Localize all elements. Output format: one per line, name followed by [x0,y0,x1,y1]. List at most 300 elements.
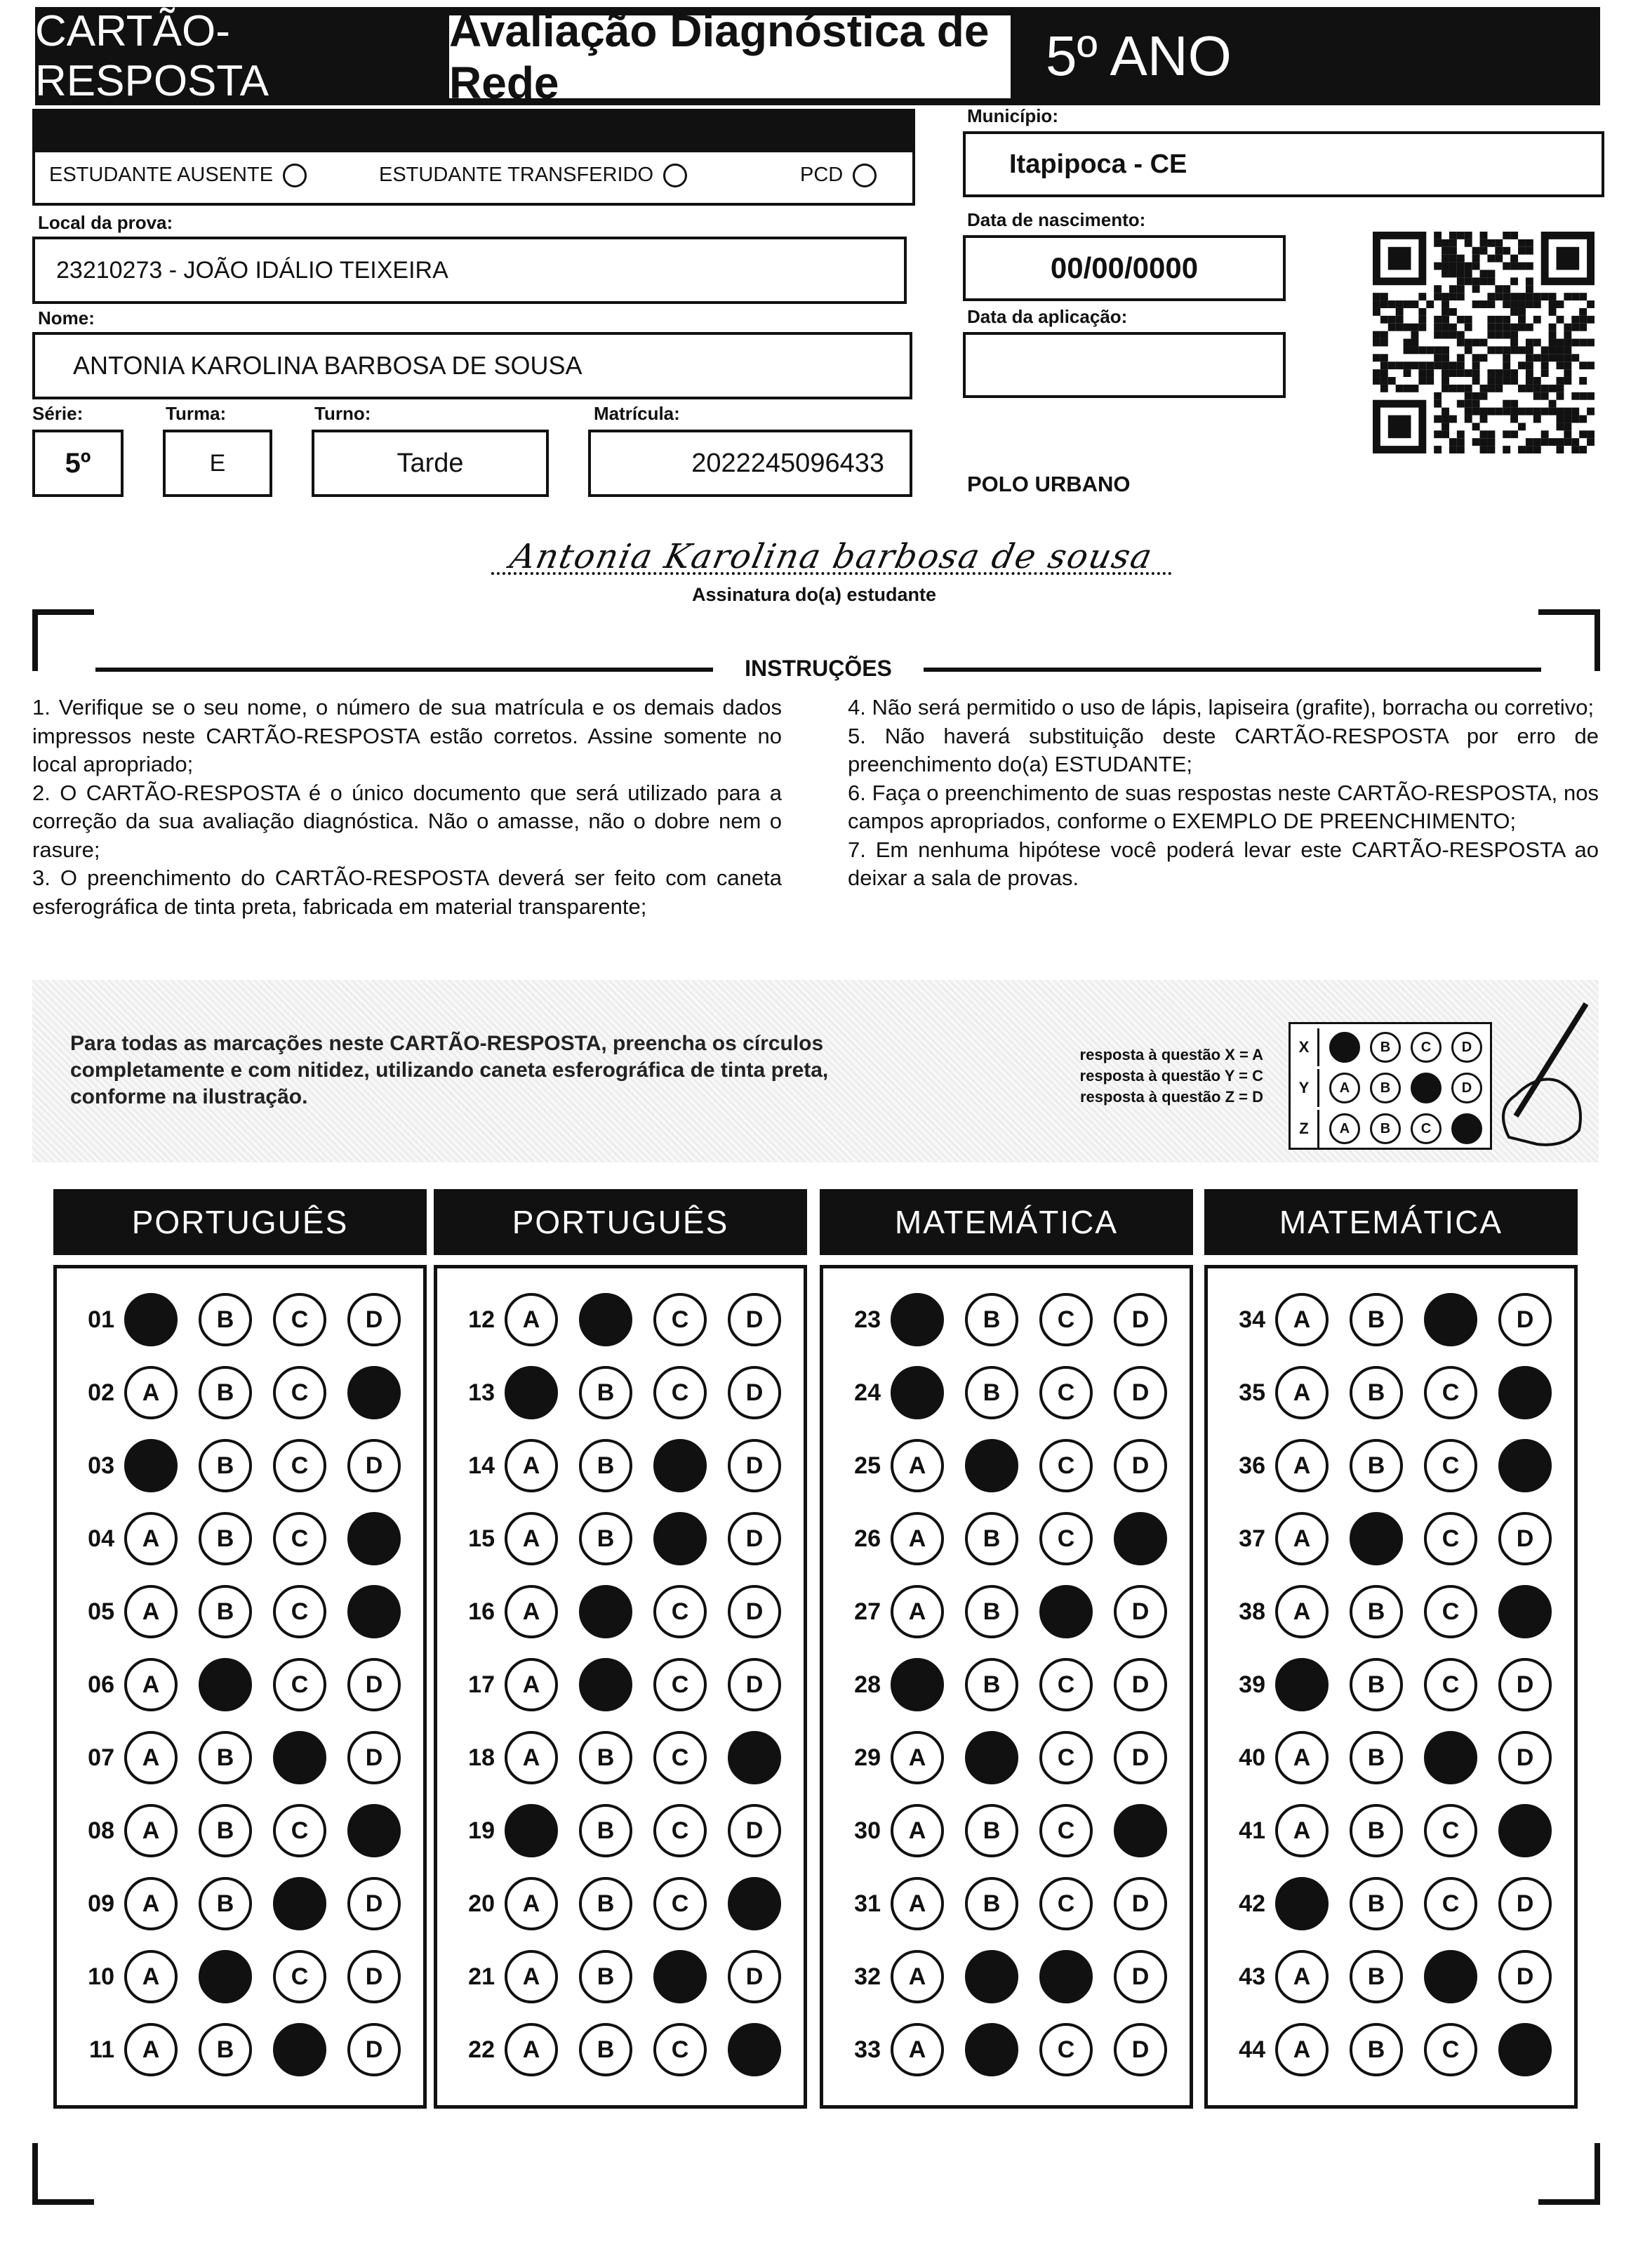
answer-bubble-c[interactable] [1039,1585,1093,1638]
matricula-value: 2022245096433 [691,448,884,478]
answer-bubble-a[interactable]: A [1275,1439,1329,1492]
signature-label: Assinatura do(a) estudante [691,584,937,605]
answer-bubble-b[interactable]: B [199,1512,252,1565]
legend-x: resposta à questão X = A [1079,1046,1263,1063]
answer-bubble-b[interactable] [965,1950,1018,2003]
answer-bubble-c[interactable] [273,1877,326,1930]
answer-bubble-a[interactable] [505,1366,558,1419]
question-number: 42 [1239,1890,1265,1917]
answer-bubble-c[interactable]: C [273,1804,326,1857]
example-bubble: C [1411,1032,1442,1063]
answer-bubble-b[interactable]: B [1350,1950,1403,2003]
answer-bubble-d[interactable]: D [1114,1439,1167,1492]
answer-bubble-c[interactable]: C [1039,1439,1093,1492]
answer-bubble-a[interactable]: A [505,1512,558,1565]
answer-bubble-c[interactable] [1424,1731,1477,1784]
answer-bubble-c[interactable]: C [653,1658,707,1711]
answer-bubble-b[interactable] [579,1658,632,1711]
example-legend [1032,1045,1263,1108]
corner-mark-tl [32,609,94,615]
answer-bubble-d[interactable] [347,1804,401,1857]
answer-bubble-c[interactable]: C [273,1293,326,1346]
question-number: 08 [88,1817,114,1844]
transferred-label: ESTUDANTE TRANSFERIDO [379,164,654,186]
example-row [1291,1069,1490,1107]
question-number: 09 [88,1890,114,1917]
answer-bubble-d[interactable]: D [1114,1366,1167,1419]
answer-bubble-a[interactable] [891,1293,944,1346]
question-number: 38 [1239,1598,1265,1625]
answer-bubble-d[interactable]: D [728,1512,781,1565]
answer-bubble-c[interactable]: C [653,1804,707,1857]
example-row-label: Y [1291,1069,1319,1107]
answer-bubble-c[interactable]: C [273,1585,326,1638]
answer-bubble-a[interactable]: A [505,1293,558,1346]
question-row [1208,1507,1574,1570]
answer-bubble-a[interactable]: A [124,1877,178,1930]
example-bubble: B [1370,1073,1401,1103]
example-bubble [1411,1073,1442,1103]
question-number: 33 [854,2036,881,2063]
answer-bubble-d[interactable] [1498,1804,1552,1857]
answer-bubble-b[interactable] [199,1658,252,1711]
example-row [1291,1028,1490,1066]
question-number: 01 [88,1306,114,1333]
question-row [823,1872,1190,1935]
answer-bubble-c[interactable]: C [1039,1804,1093,1857]
answer-bubble-d[interactable] [1498,1366,1552,1419]
answer-bubble-d[interactable] [728,1877,781,1930]
example-bubble [1451,1113,1482,1144]
question-row [1208,1799,1574,1862]
answer-bubble-c[interactable]: C [1424,1439,1477,1492]
answer-bubble-d[interactable] [1498,1585,1552,1638]
pcd-label: PCD [800,164,844,186]
answer-bubble-a[interactable]: A [891,2023,944,2076]
answer-bubble-a[interactable]: A [1275,2023,1329,2076]
question-row [57,1945,423,2008]
answer-bubble-b[interactable]: B [199,1731,252,1784]
answer-bubble-d[interactable]: D [1498,1512,1552,1565]
answer-bubble-b[interactable]: B [579,1877,632,1930]
answer-bubble-c[interactable]: C [1424,1804,1477,1857]
question-number: 40 [1239,1744,1265,1771]
answer-bubble-b[interactable]: B [1350,2023,1403,2076]
corner-mark-br-v [1595,2143,1600,2205]
answer-bubble-c[interactable] [653,1950,707,2003]
question-row [1208,1945,1574,2008]
transferred-option[interactable] [379,164,687,187]
example-bubble: A [1329,1113,1360,1144]
local-value: 23210273 - JOÃO IDÁLIO TEIXEIRA [56,256,448,284]
answer-bubble-a[interactable] [124,1439,178,1492]
instruction-3: 3. O preenchimento do CARTÃO-RESPOSTA deverá ser feito com caneta esferográfica de tinta preta, fabricada em material transparente; [32,866,782,919]
question-number: 06 [88,1671,114,1698]
answer-bubble-b[interactable]: B [579,1731,632,1784]
answer-bubble-c[interactable] [1424,1293,1477,1346]
example-row [1291,1110,1490,1148]
answer-bubble-c[interactable]: C [1039,1658,1093,1711]
question-row [437,1799,804,1862]
answer-bubble-b[interactable]: B [965,1658,1018,1711]
answer-bubble-b[interactable]: B [199,1877,252,1930]
answer-bubble-c[interactable] [653,1512,707,1565]
answer-bubble-a[interactable]: A [891,1731,944,1784]
question-number: 23 [854,1306,881,1333]
answer-bubble-b[interactable] [965,1439,1018,1492]
answer-bubble-a[interactable]: A [124,1950,178,2003]
answer-bubble-d[interactable] [1498,1439,1552,1492]
answer-bubble-d[interactable]: D [1498,1731,1552,1784]
answer-bubble-c[interactable]: C [1039,1877,1093,1930]
instructions-left [32,694,782,921]
example-grid [1289,1022,1492,1150]
answer-bubble-b[interactable]: B [579,1512,632,1565]
question-number: 21 [468,1963,495,1990]
answer-bubble-c[interactable]: C [1039,1731,1093,1784]
question-row [437,1726,804,1789]
answer-bubble-d[interactable]: D [1498,1293,1552,1346]
answer-bubble-a[interactable]: A [1275,1512,1329,1565]
answer-bubble-a[interactable]: A [891,1585,944,1638]
answer-bubble-a[interactable] [505,1804,558,1857]
answer-bubble-a[interactable]: A [124,1366,178,1419]
question-row [1208,1872,1574,1935]
answer-bubble-d[interactable] [1114,1804,1167,1857]
answer-bubble-d[interactable]: D [728,1439,781,1492]
question-row [1208,1288,1574,1351]
answer-bubble-c[interactable]: C [1424,1877,1477,1930]
turma-value: E [209,449,226,477]
answer-bubble-c[interactable]: C [273,1512,326,1565]
question-number: 37 [1239,1525,1265,1552]
answer-bubble-d[interactable]: D [347,1293,401,1346]
grade-title: 5º ANO [1046,25,1232,87]
answer-bubble-c[interactable]: C [273,1439,326,1492]
answer-bubble-b[interactable]: B [965,1804,1018,1857]
example-bubble: D [1451,1073,1482,1103]
answer-bubble-d[interactable]: D [728,1366,781,1419]
answer-bubble-a[interactable]: A [124,1731,178,1784]
answer-bubble-d[interactable]: D [728,1585,781,1638]
question-number: 18 [468,1744,495,1771]
answer-bubble-d[interactable]: D [347,1731,401,1784]
answer-bubble-b[interactable]: B [199,1585,252,1638]
answer-bubble-b[interactable]: B [199,1293,252,1346]
answer-bubble-b[interactable]: B [199,2023,252,2076]
answer-bubble-b[interactable]: B [1350,1804,1403,1857]
answer-bubble-c[interactable]: C [273,1950,326,2003]
answer-bubble-b[interactable]: B [1350,1293,1403,1346]
corner-mark-bl [32,2199,94,2205]
answer-bubble-c[interactable]: C [653,1731,707,1784]
question-row [57,1288,423,1351]
answer-bubble-d[interactable]: D [1114,2023,1167,2076]
answer-bubble-d[interactable] [728,2023,781,2076]
serie-label: Série: [32,403,84,424]
answer-bubble-a[interactable]: A [891,1512,944,1565]
answer-bubble-d[interactable]: D [728,1293,781,1346]
question-row [437,1580,804,1643]
question-row [57,1434,423,1497]
question-row [437,1945,804,2008]
absent-radio[interactable] [283,164,307,187]
example-bubble: B [1370,1113,1401,1144]
turno-value: Tarde [397,448,464,478]
answer-bubble-a[interactable]: A [891,1877,944,1930]
absent-option[interactable] [49,164,307,187]
answer-bubble-b[interactable]: B [579,1804,632,1857]
answer-bubble-b[interactable]: B [965,1877,1018,1930]
question-row [57,1361,423,1424]
answer-bubble-d[interactable]: D [1114,1950,1167,2003]
answer-bubble-a[interactable] [1275,1658,1329,1711]
answer-bubble-a[interactable]: A [1275,1366,1329,1419]
answer-bubble-a[interactable]: A [124,2023,178,2076]
answer-bubble-b[interactable]: B [1350,1585,1403,1638]
answer-bubble-a[interactable]: A [1275,1804,1329,1857]
answer-bubble-c[interactable]: C [1039,1293,1093,1346]
answer-bubble-d[interactable]: D [1498,1877,1552,1930]
question-number: 32 [854,1963,881,1990]
answer-bubble-b[interactable]: B [199,1366,252,1419]
question-row [437,1507,804,1570]
answer-bubble-c[interactable]: C [1039,2023,1093,2076]
answer-bubble-c[interactable]: C [1424,1585,1477,1638]
question-number: 04 [88,1525,114,1552]
question-row [823,2018,1190,2081]
answer-bubble-b[interactable]: B [1350,1658,1403,1711]
question-number: 39 [1239,1671,1265,1698]
answer-bubble-b[interactable]: B [579,1950,632,2003]
answer-bubble-c[interactable]: C [653,1293,707,1346]
section-header-2: PORTUGUÊS [434,1189,807,1255]
answer-bubble-d[interactable]: D [1114,1293,1167,1346]
answer-bubble-d[interactable]: D [347,1439,401,1492]
answer-bubble-a[interactable]: A [1275,1731,1329,1784]
transferred-radio[interactable] [663,164,687,187]
answer-bubble-a[interactable] [891,1658,944,1711]
example-bubble: A [1329,1073,1360,1103]
question-number: 44 [1239,2036,1265,2063]
answer-bubble-d[interactable]: D [1114,1658,1167,1711]
question-row [57,1872,423,1935]
answer-bubble-c[interactable] [1039,1950,1093,2003]
answer-bubble-c[interactable]: C [1039,1366,1093,1419]
answer-bubble-a[interactable] [124,1293,178,1346]
status-header-bar [35,112,912,152]
answer-bubble-d[interactable] [347,1366,401,1419]
question-row [1208,1434,1574,1497]
answer-bubble-d[interactable] [1498,2023,1552,2076]
answer-bubble-d[interactable]: D [1114,1877,1167,1930]
answer-bubble-a[interactable]: A [124,1804,178,1857]
answer-bubble-c[interactable]: C [1424,1366,1477,1419]
matricula-field [588,430,912,497]
answer-bubble-b[interactable]: B [965,1293,1018,1346]
municipio-field [963,131,1604,197]
answer-bubble-d[interactable]: D [728,1804,781,1857]
answer-bubble-b[interactable] [965,1731,1018,1784]
answer-bubble-c[interactable]: C [1039,1512,1093,1565]
question-row [823,1653,1190,1716]
answer-bubble-c[interactable]: C [273,1658,326,1711]
answer-bubble-a[interactable]: A [891,1804,944,1857]
answer-bubble-b[interactable]: B [579,1439,632,1492]
section-header-4: MATEMÁTICA [1204,1189,1578,1255]
instructions-title: INSTRUÇÕES [745,656,892,681]
answer-panel-3 [820,1265,1193,2109]
pcd-option[interactable] [800,164,877,187]
answer-bubble-b[interactable] [1350,1512,1403,1565]
example-row-label: X [1291,1028,1319,1066]
question-number: 10 [88,1963,114,1990]
answer-bubble-b[interactable]: B [199,1439,252,1492]
answer-bubble-a[interactable]: A [1275,1293,1329,1346]
answer-bubble-a[interactable]: A [124,1512,178,1565]
answer-bubble-a[interactable] [1275,1877,1329,1930]
answer-bubble-c[interactable]: C [653,1585,707,1638]
answer-bubble-c[interactable] [653,1439,707,1492]
answer-bubble-a[interactable]: A [505,1439,558,1492]
answer-bubble-a[interactable]: A [1275,1585,1329,1638]
answer-bubble-b[interactable] [965,2023,1018,2076]
answer-bubble-c[interactable]: C [653,2023,707,2076]
question-row [437,1872,804,1935]
question-row [437,1288,804,1351]
answer-bubble-d[interactable] [347,1512,401,1565]
question-row [1208,1726,1574,1789]
question-number: 12 [468,1306,495,1333]
answer-bubble-c[interactable]: C [273,1366,326,1419]
answer-bubble-d[interactable]: D [728,1658,781,1711]
question-row [57,1580,423,1643]
section-header-1: PORTUGUÊS [53,1189,427,1255]
answer-bubble-c[interactable]: C [653,1366,707,1419]
answer-bubble-c[interactable] [1424,1950,1477,2003]
answer-bubble-c[interactable] [273,1731,326,1784]
instruction-4: 4. Não será permitido o uso de lápis, lapiseira (grafite), borracha ou corretivo; [848,695,1595,719]
question-number: 27 [854,1598,881,1625]
turma-field [163,430,272,497]
question-row [57,1799,423,1862]
question-number: 13 [468,1379,495,1406]
answer-bubble-a[interactable]: A [505,2023,558,2076]
question-number: 36 [1239,1452,1265,1479]
answer-bubble-a[interactable]: A [891,1439,944,1492]
turma-label: Turma: [166,403,227,424]
answer-bubble-b[interactable] [579,1293,632,1346]
answer-bubble-a[interactable] [891,1366,944,1419]
answer-bubble-c[interactable]: C [1424,2023,1477,2076]
answer-bubble-c[interactable]: C [1424,1512,1477,1565]
answer-bubble-a[interactable]: A [1275,1950,1329,2003]
matricula-label: Matrícula: [594,403,680,424]
legend-y: resposta à questão Y = C [1079,1067,1263,1085]
answer-bubble-d[interactable]: D [1498,1950,1552,2003]
answer-bubble-b[interactable] [579,1585,632,1638]
corner-mark-tl-v [32,609,38,671]
answer-bubble-d[interactable] [728,1731,781,1784]
answer-bubble-b[interactable]: B [965,1585,1018,1638]
pcd-radio[interactable] [853,164,877,187]
answer-bubble-c[interactable]: C [1424,1658,1477,1711]
answer-bubble-b[interactable]: B [1350,1877,1403,1930]
answer-bubble-b[interactable]: B [965,1512,1018,1565]
example-row-label: Z [1291,1110,1319,1148]
answer-panel-2 [434,1265,807,2109]
answer-bubble-b[interactable]: B [199,1804,252,1857]
instruction-1: 1. Verifique se o seu nome, o número de sua matrícula e os demais dados impressos neste CARTÃO-RESPOSTA estão corretos. Assine somente no local apropriado; [32,695,782,776]
instruction-5: 5. Não haverá substituição deste CARTÃO-RESPOSTA por erro de preenchimento do(a) ESTUDANTE; [848,723,1599,776]
corner-mark-tr-v [1595,609,1600,671]
question-number: 34 [1239,1306,1265,1333]
answer-bubble-d[interactable]: D [1114,1731,1167,1784]
answer-bubble-a[interactable]: A [891,1950,944,2003]
answer-bubble-d[interactable] [347,1585,401,1638]
handwritten-signature [487,537,1176,576]
card-title: CARTÃO-RESPOSTA [35,7,269,105]
answer-bubble-d[interactable]: D [347,2023,401,2076]
answer-bubble-b[interactable]: B [1350,1366,1403,1419]
assessment-title: Avaliação Diagnóstica de Rede [449,15,1011,98]
question-number: 20 [468,1890,495,1917]
hand-pen-icon [1488,997,1593,1151]
instructions-right [848,694,1599,893]
answer-bubble-c[interactable] [273,2023,326,2076]
instructions-rule-left [95,668,713,672]
answer-bubble-d[interactable]: D [728,1950,781,2003]
answer-bubble-d[interactable]: D [347,1877,401,1930]
question-number: 16 [468,1598,495,1625]
answer-bubble-c[interactable]: C [653,1877,707,1930]
answer-bubble-d[interactable]: D [347,1950,401,2003]
answer-bubble-b[interactable]: B [579,1366,632,1419]
answer-bubble-d[interactable] [1114,1512,1167,1565]
answer-bubble-d[interactable]: D [1498,1658,1552,1711]
question-row [437,1361,804,1424]
answer-bubble-b[interactable]: B [1350,1439,1403,1492]
question-number: 19 [468,1817,495,1844]
answer-bubble-a[interactable]: A [505,1658,558,1711]
answer-bubble-a[interactable]: A [124,1658,178,1711]
answer-bubble-b[interactable]: B [1350,1731,1403,1784]
nascimento-label: Data de nascimento: [967,209,1146,230]
answer-bubble-d[interactable]: D [1114,1585,1167,1638]
answer-bubble-d[interactable]: D [347,1658,401,1711]
answer-bubble-a[interactable]: A [505,1877,558,1930]
question-number: 31 [854,1890,881,1917]
status-box [32,109,915,206]
answer-panel-4 [1204,1265,1578,2109]
answer-bubble-b[interactable] [199,1950,252,2003]
answer-bubble-b[interactable]: B [965,1366,1018,1419]
answer-bubble-a[interactable]: A [505,1950,558,2003]
question-row [57,1653,423,1716]
aplicacao-field [963,332,1286,398]
answer-bubble-a[interactable]: A [505,1731,558,1784]
municipio-label: Município: [967,105,1058,126]
question-row [823,1799,1190,1862]
answer-bubble-a[interactable]: A [505,1585,558,1638]
answer-bubble-a[interactable]: A [124,1585,178,1638]
question-number: 15 [468,1525,495,1552]
answer-bubble-b[interactable]: B [579,2023,632,2076]
question-row [437,2018,804,2081]
question-row [823,1507,1190,1570]
example-bubble: D [1451,1032,1482,1063]
section-header-3: MATEMÁTICA [820,1189,1193,1255]
